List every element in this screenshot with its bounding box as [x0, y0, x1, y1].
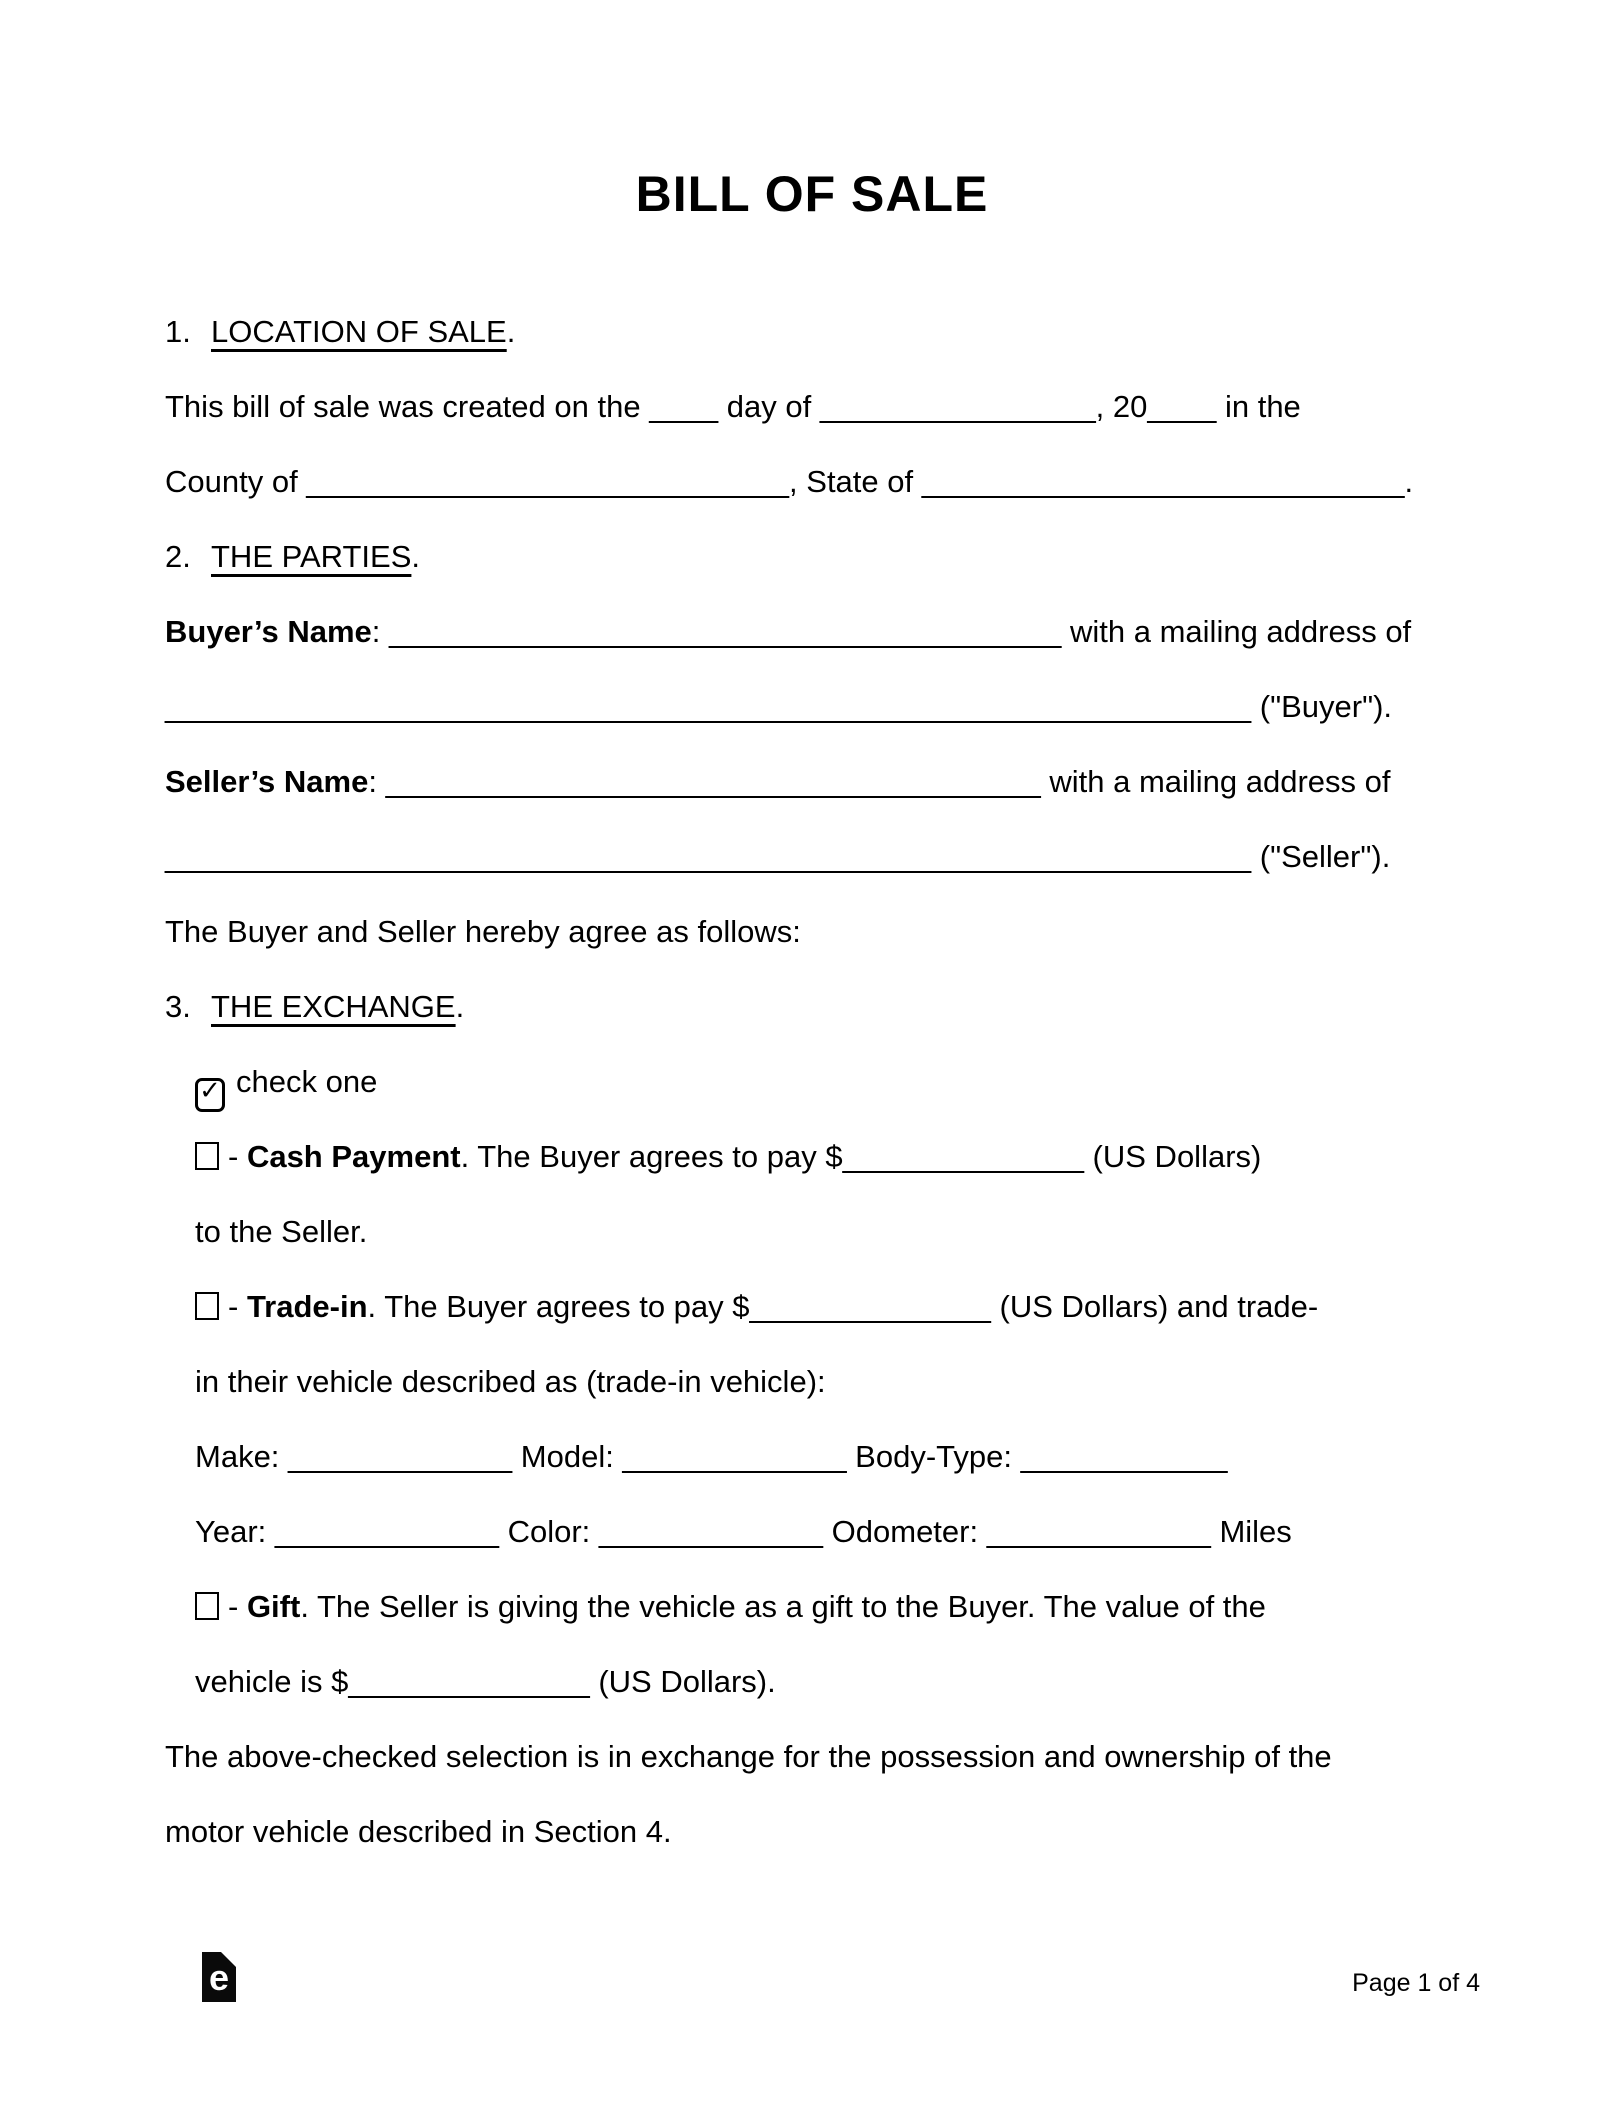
section-1-heading-text: LOCATION OF SALE [211, 314, 507, 349]
buyer-address-line: _______________________________________________________________ ("Buyer"). [165, 689, 1393, 724]
section-1-heading-period: . [506, 314, 516, 349]
section-3-heading-text: THE EXCHANGE [211, 989, 456, 1024]
gift-dash: - [228, 1589, 247, 1624]
cash-payment-line [195, 1119, 1475, 1194]
section-2-heading-text: THE PARTIES [211, 539, 412, 574]
trade-in-text: . The Buyer agrees to pay $______________ (US Dollars) and trade- [367, 1289, 1319, 1324]
cash-payment-label: Cash Payment [246, 1139, 461, 1174]
trade-in-checkbox-icon[interactable] [195, 1292, 219, 1320]
buyer-name-blank: : _______________________________________ with a mailing address of [371, 614, 1412, 649]
gift-continuation: vehicle is $______________ (US Dollars). [195, 1664, 776, 1699]
check-one-label: check one [236, 1064, 378, 1099]
buyer-name-label: Buyer’s Name [165, 614, 372, 649]
section-3-number: 3. [165, 989, 191, 1024]
seller-name-line [165, 744, 1475, 819]
trade-in-vehicle-fields-1: Make: _____________ Model: _____________ Body-Type: ____________ [195, 1439, 1228, 1474]
gift-label: Gift [246, 1589, 301, 1624]
gift-checkbox-icon[interactable] [195, 1592, 219, 1620]
cash-payment-checkbox-icon[interactable] [195, 1142, 219, 1170]
section-2-heading-period: . [411, 539, 421, 574]
location-line-1: This bill of sale was created on the ____ day of ________________, 20____ in the [165, 389, 1301, 424]
section-3-heading [165, 969, 1475, 1044]
seller-name-blank: : ______________________________________ with a mailing address of [368, 764, 1391, 799]
cash-payment-continuation: to the Seller. [195, 1214, 368, 1249]
closing-line-2: motor vehicle described in Section 4. [165, 1814, 672, 1849]
section-2-number: 2. [165, 539, 191, 574]
gift-line [195, 1569, 1475, 1644]
gift-text: . The Seller is giving the vehicle as a gift to the Buyer. The value of the [300, 1589, 1266, 1624]
seller-address-line: _______________________________________________________________ ("Seller"). [165, 839, 1391, 874]
section-1-number: 1. [165, 314, 191, 349]
logo-letter: e [208, 1957, 230, 1998]
trade-in-vehicle-fields-2: Year: _____________ Color: _____________ Odometer: _____________ Miles [195, 1514, 1292, 1549]
check-mark-icon: ✓ [199, 1076, 221, 1106]
trade-in-label: Trade-in [246, 1289, 368, 1324]
cash-payment-text: . The Buyer agrees to pay $______________ (US Dollars) [460, 1139, 1262, 1174]
document-body [165, 294, 1475, 1869]
checked-checkbox-icon[interactable] [195, 1078, 225, 1112]
page-number-label: Page 1 of 4 [1352, 1969, 1480, 1997]
section-3-heading-period: . [455, 989, 465, 1024]
section-2-heading [165, 519, 1475, 594]
closing-line-1: The above-checked selection is in exchange for the possession and ownership of the [165, 1739, 1332, 1774]
trade-in-dash: - [228, 1289, 247, 1324]
document-title: BILL OF SALE [635, 166, 989, 222]
trade-in-line [195, 1269, 1475, 1344]
eforms-logo [202, 1952, 236, 2002]
check-one-line [195, 1044, 1475, 1119]
agreement-line: The Buyer and Seller hereby agree as follows: [165, 914, 801, 949]
buyer-name-line [165, 594, 1475, 669]
section-1-heading [165, 294, 1475, 369]
seller-name-label: Seller’s Name [165, 764, 369, 799]
trade-in-continuation: in their vehicle described as (trade-in vehicle): [195, 1364, 826, 1399]
location-line-2: County of ____________________________, State of ____________________________. [165, 464, 1414, 499]
cash-payment-dash: - [228, 1139, 247, 1174]
